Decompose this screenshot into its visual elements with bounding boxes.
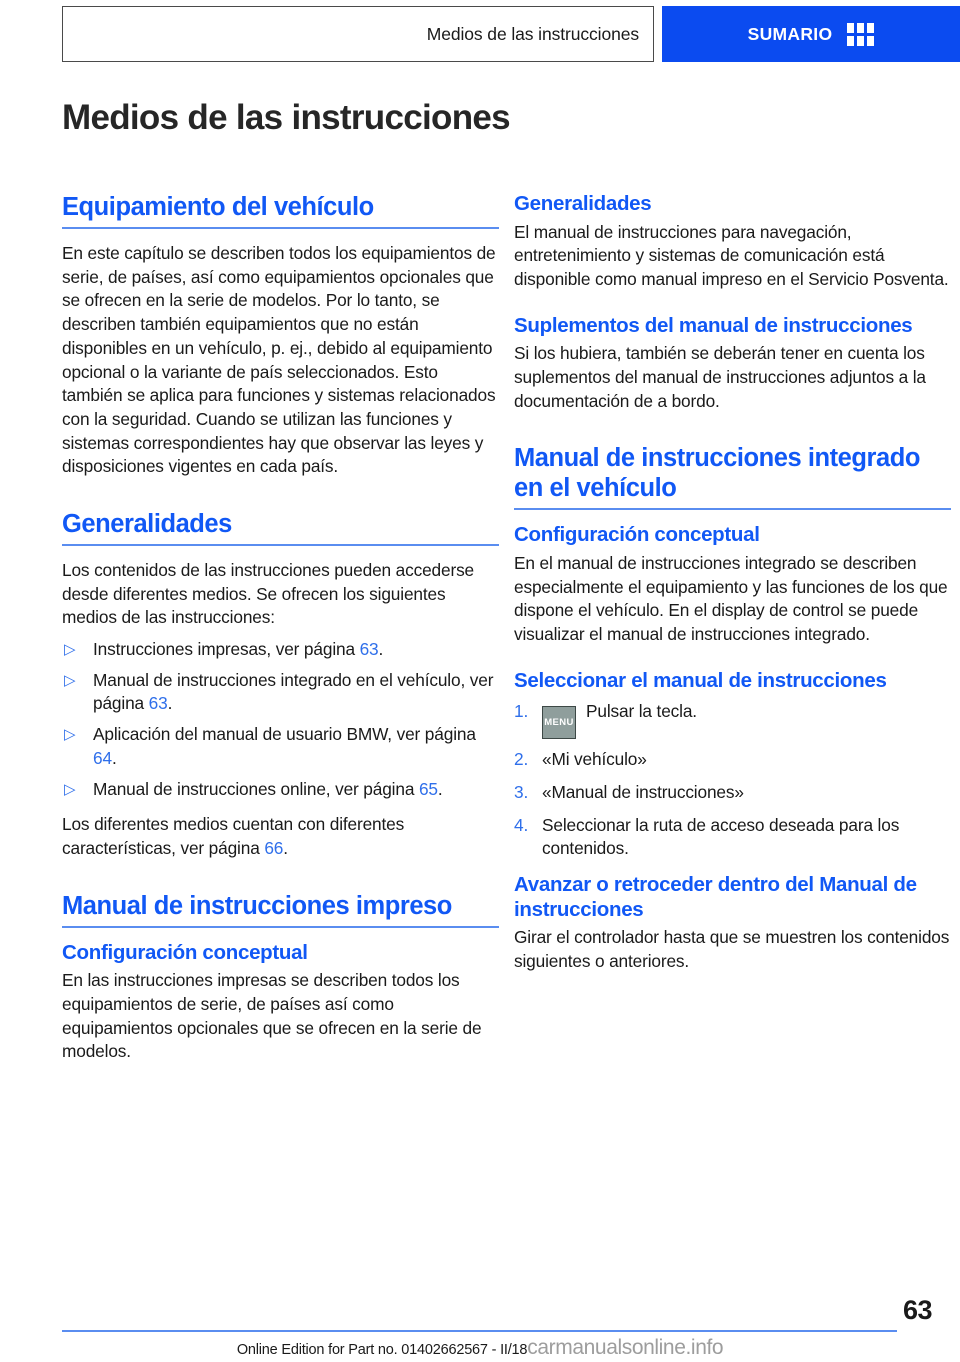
left-column <box>62 192 499 1064</box>
paragraph-generalidades-intro: Los contenidos de las instrucciones pueden accederse desde diferentes medios. Se ofrecen los siguientes medios de las instrucciones: <box>62 560 475 628</box>
list-item <box>62 778 499 802</box>
footer-text <box>0 1336 960 1360</box>
section-heading-manual-integrado: Manual de instrucciones integrado en el vehículo <box>514 443 951 510</box>
watermark-text: carmanualsonline.info <box>527 1336 724 1359</box>
step-label: «Manual de instrucciones» <box>542 782 744 803</box>
grid-cell <box>847 36 854 46</box>
subheading-configuracion-left: Configuración conceptual <box>62 940 308 964</box>
list-item-label: Instrucciones impresas, ver página <box>93 639 360 660</box>
paragraph-suplementos: Si los hubiera, también se deberán tener en cuenta los suplementos del manual de instrucciones adjuntos a la documentación de a bordo. <box>514 343 926 411</box>
page-title: Medios de las instrucciones <box>62 98 510 137</box>
list-item <box>514 781 951 805</box>
triangle-bullet-icon: ▷ <box>64 641 76 659</box>
summary-button[interactable] <box>662 6 960 62</box>
step-number: 4. <box>514 814 529 835</box>
step-number: 2. <box>514 749 529 770</box>
triangle-bullet-icon: ▷ <box>64 780 76 798</box>
menu-key-icon[interactable]: MENU <box>542 706 576 739</box>
media-list <box>62 638 499 801</box>
grid-cell <box>847 23 854 33</box>
outro-label: Los diferentes medios cuentan con diferentes características, ver página <box>62 814 405 858</box>
list-item <box>62 723 499 770</box>
paragraph-equipamiento: En este capítulo se describen todos los equipamientos de serie, de países, así como equipamientos opcionales que se ofrecen en la serie de modelos. Por lo tanto, se describen también equipamientos que no están disponibles en un vehículo, p. ej., debido al equipamiento opcional o la variante de país seleccionados. Esto también se aplica para funciones y sistemas relacionados con la seguridad. Cuando se utilizan las funciones y sistemas correspondientes hay que observar las leyes y disposiciones vigentes en cada país. <box>62 243 496 477</box>
subheading-configuracion-right: Configuración conceptual <box>514 523 760 547</box>
step-number: 3. <box>514 782 529 803</box>
list-item <box>514 700 951 739</box>
triangle-bullet-icon: ▷ <box>64 726 76 744</box>
list-item-suffix: . <box>167 693 173 714</box>
outro-suffix: . <box>283 837 288 858</box>
list-item-text <box>93 638 499 662</box>
subheading-avanzar-retroceder: Avanzar o retroceder dentro del Manual de instrucciones <box>514 873 917 921</box>
page-reference[interactable]: 65 <box>418 778 438 799</box>
grid-cell <box>857 23 864 33</box>
page-reference[interactable]: 63 <box>148 693 168 714</box>
section-heading-equipamiento: Equipamiento del vehículo <box>62 192 499 229</box>
list-item-suffix: . <box>111 747 117 768</box>
step-label: Pulsar la tecla. <box>586 701 697 722</box>
page-reference[interactable]: 63 <box>359 639 379 660</box>
paragraph-generalidades-outro <box>62 813 499 860</box>
paragraph-avanzar-retroceder: Girar el controlador hasta que se muestren los contenidos siguientes o anteriores. <box>514 927 950 972</box>
page-number: 63 <box>902 1295 932 1325</box>
triangle-bullet-icon: ▷ <box>64 671 76 689</box>
grid-cell <box>857 36 864 46</box>
grid-cell <box>867 23 874 33</box>
page-reference[interactable]: 66 <box>264 837 284 858</box>
footer-divider <box>62 1330 897 1332</box>
step-number: 1. <box>514 701 529 722</box>
list-item <box>514 748 951 772</box>
list-item-text <box>93 778 499 802</box>
right-column <box>514 192 951 974</box>
subheading-suplementos: Suplementos del manual de instrucciones <box>514 313 913 337</box>
paragraph-configuracion-right: En el manual de instrucciones integrado se describen especialmente el equipamiento y las funciones de los que dispone el vehículo. En el display de control se puede visualizar el manual de instrucciones integrado. <box>514 553 948 645</box>
list-item-label: Manual de instrucciones integrado en el vehículo, ver página <box>93 669 494 714</box>
list-item-label: Manual de instrucciones online, ver página <box>93 778 419 799</box>
list-item-suffix: . <box>378 639 384 660</box>
breadcrumb <box>62 6 654 62</box>
grid-icon <box>847 23 874 46</box>
step-label: Seleccionar la ruta de acceso deseada para los contenidos. <box>542 814 900 859</box>
edition-text: Online Edition for Part no. 01402662567 - II/18 <box>236 1342 528 1358</box>
list-item-text <box>93 669 499 716</box>
subheading-seleccionar-manual: Seleccionar el manual de instrucciones <box>514 668 887 692</box>
step-label: «Mi vehículo» <box>542 749 647 770</box>
steps-list <box>514 700 951 861</box>
paragraph-generalidades-right: El manual de instrucciones para navegación, entretenimiento y sistemas de comunicación está disponible como manual impreso en el Servicio Posventa. <box>514 221 949 289</box>
step-text <box>542 700 951 739</box>
list-item-label: Aplicación del manual de usuario BMW, ver página <box>93 724 476 745</box>
breadcrumb-label: Medios de las instrucciones <box>426 23 639 44</box>
list-item <box>514 814 951 861</box>
section-heading-generalidades-left: Generalidades <box>62 509 499 546</box>
list-item <box>62 669 499 716</box>
page-header <box>62 6 960 62</box>
list-item-text <box>93 723 499 770</box>
paragraph-manual-impreso: En las instrucciones impresas se describen todos los equipamientos de serie, de países así como equipamientos opcionales que se ofrecen en la serie de modelos. <box>62 970 482 1062</box>
page-reference[interactable]: 64 <box>93 747 112 768</box>
summary-button-label: SUMARIO <box>747 23 833 44</box>
list-item-suffix: . <box>437 778 443 799</box>
section-heading-manual-impreso: Manual de instrucciones impreso <box>62 891 499 928</box>
grid-cell <box>867 36 874 46</box>
list-item <box>62 638 499 662</box>
subheading-generalidades-right: Generalidades <box>514 192 652 215</box>
